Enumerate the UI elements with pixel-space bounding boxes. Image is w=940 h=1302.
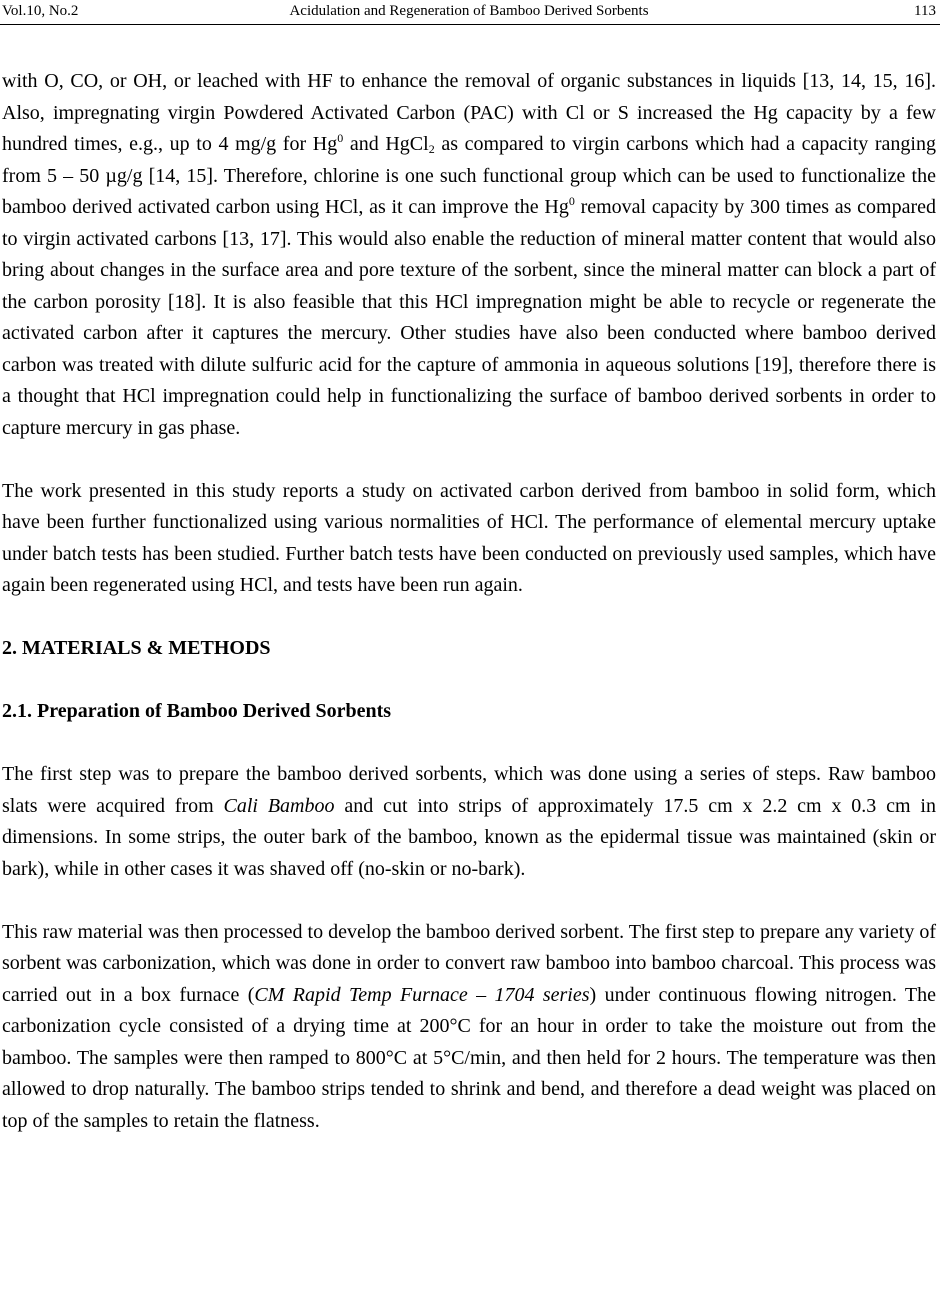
journal-volume: Vol.10, No.2	[2, 3, 79, 19]
paragraph-study-overview: The work presented in this study reports a study on activated carbon derived from bamboo in solid form, which have been further functionalized using various normalities of HCl. The performance of elemental mercury uptake under batch tests has been studied. Further batch tests have been conducted on previously used samples, which have again been regenerated using HCl, and tests have been run again.	[2, 479, 936, 596]
superscript: 0	[337, 131, 344, 145]
italic-text: Cali Bamboo	[223, 794, 335, 817]
superscript: 0	[568, 194, 575, 208]
paragraph-functionalization: with O, CO, or OH, or leached with HF to enhance the removal of organic substances in liquids [13, 14, 15, 16]. Also, impregnating virgin Powdered Activated Carbon (PAC) with Cl or S increased the Hg capacity by a few hundred times, e.g., up to 4 mg/g for Hg$^0$ and HgCl$_2$ as compared to virgin carbons which had a capacity ranging from 5 – 50 µg/g [14, 15]. Therefore, chlorine is one such functional group which can be used to functionalize the bamboo derived activated carbon using HCl, as it can improve the Hg$^0$ removal capacity by 300 times as compared to virgin activated carbons [13, 17]. This would also enable the reduction of mineral matter content that would also bring about changes in the surface area and pore texture of the sorbent, since the mineral matter can block a part of the carbon porosity [18]. It is also feasible that this HCl impregnation might be able to recycle or regenerate the activated carbon after it captures the mercury. Other studies have also been conducted where bamboo derived carbon was treated with dilute sulfuric acid for the capture of ammonia in aqueous solutions [19], therefore there is a thought that HCl impregnation could help in functionalizing the surface of bamboo derived sorbents in order to capture mercury in gas phase.	[2, 70, 936, 439]
header-rule	[0, 24, 940, 25]
italic-text: CM Rapid Temp Furnace – 1704 series	[254, 983, 590, 1006]
running-header	[2, 2, 936, 24]
running-title: Acidulation and Regeneration of Bamboo Derived Sorbents	[289, 3, 649, 19]
body-text	[2, 66, 936, 1137]
subsection-heading: 2.1. Preparation of Bamboo Derived Sorbents	[2, 700, 392, 722]
section-heading: 2. MATERIALS & METHODS	[2, 637, 271, 659]
page-number: 113	[914, 3, 936, 19]
subscript: 2	[428, 142, 435, 156]
paragraph-carbonization: This raw material was then processed to develop the bamboo derived sorbent. The first step to prepare any variety of sorbent was carbonization, which was done in order to convert raw bamboo into bamboo charcoal. This process was carried out in a box furnace (CM Rapid Temp Furnace – 1704 series) under continuous flowing nitrogen. The carbonization cycle consisted of a drying time at 200°C for an hour in order to take the moisture out from the bamboo. The samples were then ramped to 800°C at 5°C/min, and then held for 2 hours. The temperature was then allowed to drop naturally. The bamboo strips tended to shrink and bend, and therefore a dead weight was placed on top of the samples to retain the flatness.	[2, 920, 937, 1132]
paragraph-preparation: The first step was to prepare the bamboo derived sorbents, which was done using a series of steps. Raw bamboo slats were acquired from Cali Bamboo and cut into strips of approximately 17.5 cm x 2.2 cm x 0.3 cm in dimensions. In some strips, the outer bark of the bamboo, known as the epidermal tissue was maintained (skin or bark), while in other cases it was shaved off (no-skin or no-bark).	[2, 763, 936, 880]
